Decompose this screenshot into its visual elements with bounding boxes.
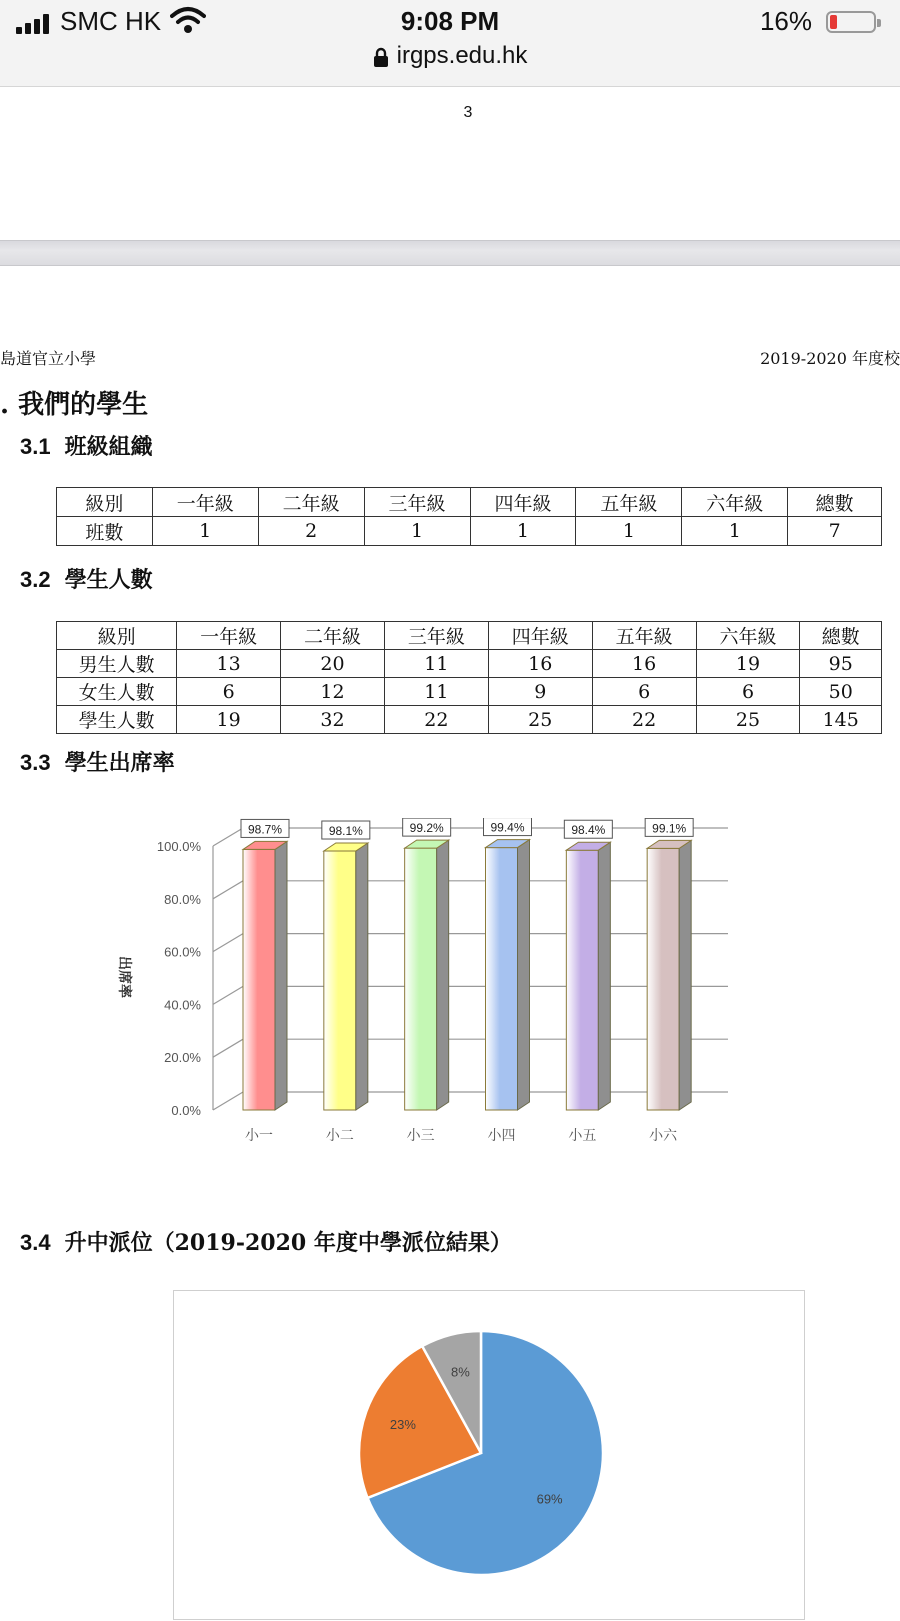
x-tick-label: 小六 bbox=[649, 1127, 678, 1143]
battery-level bbox=[830, 15, 837, 29]
bar-side bbox=[598, 842, 610, 1110]
placement-pie-chart bbox=[174, 1291, 806, 1621]
table-cell: 男生人數 bbox=[57, 650, 177, 678]
x-tick-label: 小一 bbox=[245, 1127, 273, 1143]
status-time: 9:08 PM bbox=[400, 6, 500, 36]
gridline bbox=[213, 1092, 243, 1110]
table-header-cell: 級別 bbox=[57, 622, 177, 650]
table-cell: 50 bbox=[800, 678, 882, 706]
table-header-row bbox=[57, 488, 882, 517]
heading-number: 3.1 bbox=[20, 434, 51, 459]
table-header-cell: 二年級 bbox=[281, 622, 385, 650]
data-label: 99.2% bbox=[409, 821, 444, 836]
data-label: 98.4% bbox=[571, 823, 606, 838]
heading-text: 學生出席率 bbox=[64, 750, 175, 776]
table-header-row bbox=[57, 622, 882, 650]
table-cell: 16 bbox=[592, 650, 696, 678]
section-title: . 我們的學生 bbox=[0, 390, 149, 420]
table-header-cell: 級別 bbox=[57, 488, 153, 517]
table-cell: 女生人數 bbox=[57, 678, 177, 706]
y-tick-label: 20.0% bbox=[164, 1050, 201, 1066]
table-cell: 11 bbox=[384, 678, 488, 706]
heading-student-numbers bbox=[20, 563, 153, 594]
class-structure-table bbox=[56, 487, 882, 546]
placement-pie-chart-frame bbox=[173, 1290, 805, 1620]
bar-6 bbox=[647, 848, 679, 1110]
table-cell: 25 bbox=[696, 706, 800, 734]
table-cell: 1 bbox=[152, 517, 258, 546]
table-header-cell: 一年級 bbox=[152, 488, 258, 517]
table-cell: 12 bbox=[281, 678, 385, 706]
table-cell: 145 bbox=[800, 706, 882, 734]
battery-icon bbox=[826, 11, 876, 33]
table-cell: 22 bbox=[384, 706, 488, 734]
table-cell: 6 bbox=[592, 678, 696, 706]
bar-2 bbox=[324, 851, 356, 1110]
gridline bbox=[213, 828, 243, 846]
table-header-cell: 總數 bbox=[800, 622, 882, 650]
y-axis-label: 出席率 bbox=[117, 956, 133, 998]
bar-side bbox=[356, 843, 368, 1110]
page-number: 3 bbox=[463, 104, 473, 121]
table-header-cell: 一年級 bbox=[177, 622, 281, 650]
school-name: 島道官立小學 bbox=[0, 349, 97, 368]
table-cell: 班數 bbox=[57, 517, 153, 546]
data-label: 98.1% bbox=[328, 824, 363, 839]
x-tick-label: 小二 bbox=[325, 1127, 354, 1143]
gridline bbox=[213, 986, 243, 1004]
bar-3 bbox=[405, 848, 437, 1110]
y-tick-label: 40.0% bbox=[164, 997, 201, 1013]
data-label: 98.7% bbox=[247, 822, 283, 837]
bar-4 bbox=[486, 848, 518, 1110]
table-cell: 25 bbox=[488, 706, 592, 734]
student-numbers-table bbox=[56, 621, 882, 734]
attendance-bar-chart bbox=[110, 818, 760, 1170]
table-cell: 22 bbox=[592, 706, 696, 734]
gridline bbox=[213, 881, 243, 899]
browser-top-bar bbox=[0, 0, 900, 87]
y-tick-label: 60.0% bbox=[164, 944, 201, 960]
table-header-cell: 五年級 bbox=[576, 488, 682, 517]
table-cell: 學生人數 bbox=[57, 706, 177, 734]
x-tick-label: 小五 bbox=[568, 1127, 597, 1143]
data-label: 99.4% bbox=[490, 820, 525, 835]
table-header-cell: 總數 bbox=[788, 488, 882, 517]
heading-text: 升中派位（2019-2020 年度中學派位結果） bbox=[64, 1230, 512, 1256]
table-header-cell: 六年級 bbox=[682, 488, 788, 517]
data-label: 99.1% bbox=[652, 821, 687, 836]
table-cell: 32 bbox=[281, 706, 385, 734]
table-row bbox=[57, 650, 882, 678]
page-separator bbox=[0, 240, 900, 266]
table-cell: 6 bbox=[177, 678, 281, 706]
table-cell: 1 bbox=[576, 517, 682, 546]
heading-number: 3.4 bbox=[20, 1230, 51, 1255]
table-header-cell: 三年級 bbox=[384, 622, 488, 650]
table-header-cell: 五年級 bbox=[592, 622, 696, 650]
heading-number: 3.3 bbox=[20, 750, 51, 775]
table-header-cell: 四年級 bbox=[470, 488, 576, 517]
x-tick-label: 小三 bbox=[406, 1127, 435, 1143]
table-cell: 19 bbox=[696, 650, 800, 678]
table-cell: 1 bbox=[364, 517, 470, 546]
heading-secondary-placement bbox=[20, 1226, 512, 1257]
bar-1 bbox=[243, 849, 275, 1110]
pie-label: 8% bbox=[450, 1364, 470, 1380]
table-header-cell: 六年級 bbox=[696, 622, 800, 650]
bar-side bbox=[518, 840, 530, 1110]
battery-percent: 16% bbox=[759, 6, 812, 36]
table-cell: 6 bbox=[696, 678, 800, 706]
table-cell: 95 bbox=[800, 650, 882, 678]
heading-text: 班級組織 bbox=[64, 434, 153, 460]
table-cell: 1 bbox=[682, 517, 788, 546]
y-tick-label: 100.0% bbox=[156, 839, 201, 854]
pie-label: 23% bbox=[389, 1416, 416, 1432]
x-tick-label: 小四 bbox=[487, 1127, 516, 1143]
table-cell: 13 bbox=[177, 650, 281, 678]
url-bar[interactable] bbox=[0, 42, 900, 70]
table-cell: 19 bbox=[177, 706, 281, 734]
lock-icon bbox=[373, 47, 389, 67]
table-cell: 7 bbox=[788, 517, 882, 546]
table-cell: 1 bbox=[470, 517, 576, 546]
table-cell: 20 bbox=[281, 650, 385, 678]
table-row bbox=[57, 706, 882, 734]
bar-side bbox=[275, 841, 287, 1110]
table-cell: 2 bbox=[258, 517, 364, 546]
table-row bbox=[57, 678, 882, 706]
report-year: 2019-2020 年度校 bbox=[760, 349, 900, 368]
heading-class-structure bbox=[20, 430, 153, 461]
table-cell: 16 bbox=[488, 650, 592, 678]
heading-number: 3.2 bbox=[20, 567, 51, 592]
gridline bbox=[213, 934, 243, 952]
table-cell: 9 bbox=[488, 678, 592, 706]
table-row bbox=[57, 517, 882, 546]
table-cell: 11 bbox=[384, 650, 488, 678]
heading-text: 學生人數 bbox=[64, 567, 153, 593]
y-tick-label: 80.0% bbox=[164, 891, 201, 907]
url-text: irgps.edu.hk bbox=[396, 42, 528, 69]
carrier-name: SMC HK bbox=[60, 6, 162, 36]
heading-attendance bbox=[20, 746, 175, 777]
table-header-cell: 四年級 bbox=[488, 622, 592, 650]
bar-5 bbox=[566, 850, 598, 1110]
bar-side bbox=[437, 840, 449, 1110]
table-header-cell: 二年級 bbox=[258, 488, 364, 517]
bar-side bbox=[679, 840, 691, 1110]
gridline bbox=[213, 1039, 243, 1057]
y-tick-label: 0.0% bbox=[171, 1103, 201, 1118]
pie-label: 69% bbox=[536, 1491, 563, 1507]
table-header-cell: 三年級 bbox=[364, 488, 470, 517]
